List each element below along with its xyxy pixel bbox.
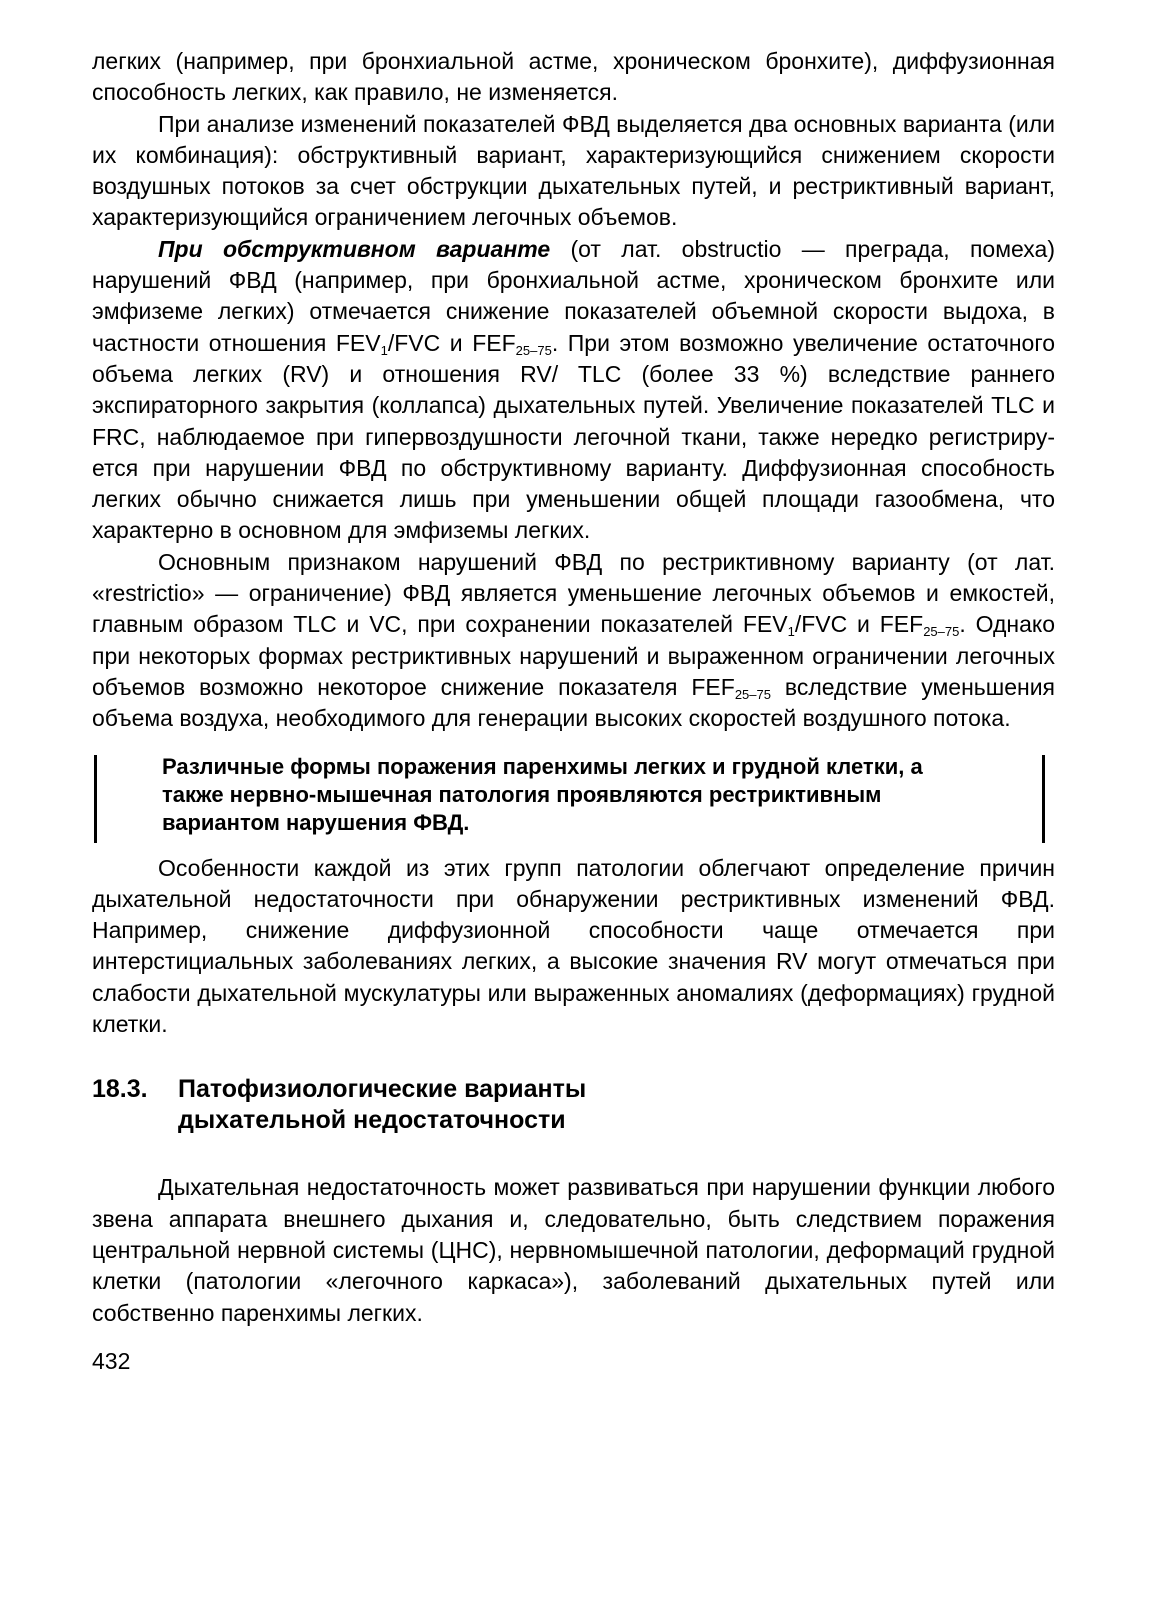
- paragraph-respiratory-failure: Дыхательная недостаточность может развиваться при нарушении функции любого звена аппарата внешнего дыхания и, следовательно, быть следствием поражения центральной нервной системы (ЦНС), нервномышечной патологии, деформаций грудной клетки (патологии «легочного каркаса»), заболеваний дыхательных путей или собственно паренхимы легких.: [92, 1174, 1055, 1326]
- section-number: 18.3.: [92, 1075, 148, 1104]
- paragraph-obstructive: При обструктивном варианте (от лат. obstructio — преграда, помеха) нарушений ФВД (например, при бронхиальной астме, хроническом бронхите или эмфиземе легких) отмечается снижение показателей объемной скорости выдоха, в частности отношения $FEV_1$/FVC и $FEF_{25-75}$. При этом возможно увеличение остаточного объема легких (RV) и отношения RV/ TLC (более 33 %) вследствие раннего экспираторного закрытия (коллапса) дыхательных путей. Увеличение показателей TLC и FRC, наблюдаемое при гипервоздушности легочной ткани, также нередко регистрируется при нарушении ФВД по обструктивному варианту. Диффузионная способность легких обычно снижается лишь при уменьшении общей площади газообмена, что характерно в основном для эмфиземы легких.: [92, 235, 1055, 544]
- callout-right-rule: [1042, 755, 1045, 843]
- callout-text: Различные формы поражения паренхимы легких и грудной клетки, а также нервно-мышечная патология проявляются рестриктивным вариантом нарушения ФВД.: [162, 753, 923, 835]
- paragraph-restrictive: Основным признаком нарушений ФВД по рестриктивному варианту (от лат. «restrictio» — ограничение) ФВД является уменьшение легочных объемов и емкостей, главным образом TLC и VC, при сохранении показателей $FEV_1$/FVC и $FEF_{25-75}$. Однако при некоторых формах рестриктивных нарушений и выраженном ограничении легочных объемов возможно некоторое снижение показателя $FEF_{25-75}$ вследствие уменьшения объема воздуха, необходимого для генерации высоких скоростей воздушного потока.: [92, 548, 1056, 732]
- paragraph-continuation: легких (например, при бронхиальной астме, хроническом бронхите), диффузионная способность легких, как правило, не изменяется.: [92, 48, 1055, 106]
- paragraph-fvd-variants: При анализе изменений показателей ФВД выделяется два основных варианта (или их комбинация): обструктивный вариант, характеризующийся снижением скорости воздушных потоков за счет обструкции дыхательных путей, и рестриктивный вариант, характеризующийся ограничением легочных объемов.: [92, 110, 1055, 231]
- callout-left-rule: [94, 755, 97, 843]
- obstructive-term: При обструктивном варианте: [158, 235, 551, 262]
- paragraph-pathology-groups: Особенности каждой из этих групп патологии облегчают определение причин дыхательной недостаточности при обнаружении рестриктивных изменений ФВД. Например, снижение диффузионной способности чаще отмечается при интерстициальных заболеваниях легких, а высокие значения RV могут отмечаться при слабости дыхательной мускулатуры или выраженных аномалиях (деформациях) грудной клетки.: [92, 854, 1055, 1038]
- section-title: Патофизиологические варианты дыхательной недостаточности: [178, 1075, 587, 1135]
- section-heading: [92, 1074, 1055, 1136]
- key-point-callout: [92, 753, 1055, 837]
- page-number: 432: [92, 1347, 131, 1374]
